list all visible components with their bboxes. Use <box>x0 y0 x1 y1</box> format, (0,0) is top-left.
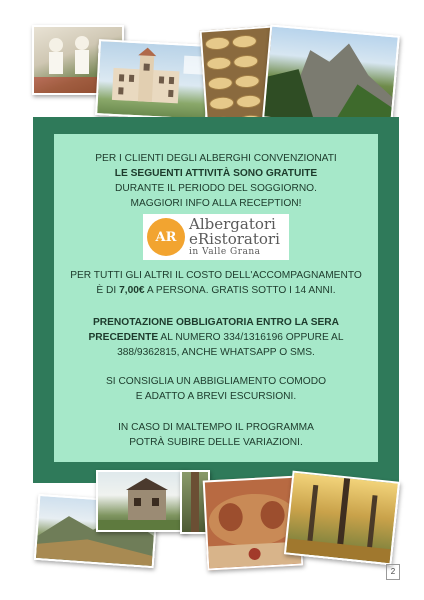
free-activities-line-4: MAGGIORI INFO ALLA RECEPTION! <box>130 198 302 209</box>
price-line-2 <box>54 283 378 298</box>
free-activities-line-3: DURANTE IL PERIODO DEL SOGGIORNO. <box>115 183 317 194</box>
free-activities-line-2: LE SEGUENTI ATTIVITÀ SONO GRATUITE <box>114 168 318 179</box>
booking-line-3: 388/9362815, ANCHE WHATSAPP O SMS. <box>117 347 315 358</box>
free-activities-block <box>54 151 378 211</box>
price-line-1: PER TUTTI GLI ALTRI IL COSTO DELL'ACCOMPAGNAMENTO <box>70 270 362 281</box>
castle-image <box>97 41 209 119</box>
photo-stone-house <box>96 470 188 532</box>
clothing-line-2: E ADATTO A BREVI ESCURSIONI. <box>135 391 297 402</box>
photo-castle <box>95 39 211 121</box>
price-value: 7,00€ <box>119 285 145 296</box>
mountain-cliff-image <box>264 27 397 128</box>
price-suffix: A PERSONA. GRATIS SOTTO I 14 ANNI. <box>144 285 336 296</box>
booking-phone-1: AL NUMERO 334/1316196 OPPURE AL <box>158 332 344 343</box>
logo-line-1: Albergatori <box>189 215 276 233</box>
albergatori-logo <box>143 214 289 260</box>
booking-block <box>54 315 378 360</box>
logo-emblem-icon: AR <box>147 218 185 256</box>
autumn-woods-image <box>286 473 398 563</box>
logo-wordmark <box>189 217 280 257</box>
price-prefix: È DI <box>96 285 120 296</box>
logo-line-2: eRistoratori <box>189 230 280 248</box>
weather-block <box>54 420 378 450</box>
booking-line-2 <box>54 330 378 345</box>
clothing-block <box>54 374 378 404</box>
stone-house-image <box>98 472 186 530</box>
clothing-line-1: SI CONSIGLIA UN ABBIGLIAMENTO COMODO <box>105 376 327 387</box>
weather-line-2: POTRÀ SUBIRE DELLE VARIAZIONI. <box>129 437 303 448</box>
booking-precedente: PRECEDENTE <box>88 332 159 343</box>
price-block <box>54 268 378 298</box>
page-number: 2 <box>386 564 400 580</box>
free-activities-line-1: PER I CLIENTI DEGLI ALBERGHI CONVENZIONATI <box>95 153 337 164</box>
photo-mountain-cliff <box>262 25 400 130</box>
photo-autumn-woods <box>284 471 400 566</box>
booking-line-1: PRENOTAZIONE OBBLIGATORIA ENTRO LA SERA <box>92 317 339 328</box>
weather-line-1: IN CASO DI MALTEMPO IL PROGRAMMA <box>118 422 314 433</box>
logo-line-3: in Valle Grana <box>189 247 261 257</box>
info-panel <box>54 134 378 462</box>
